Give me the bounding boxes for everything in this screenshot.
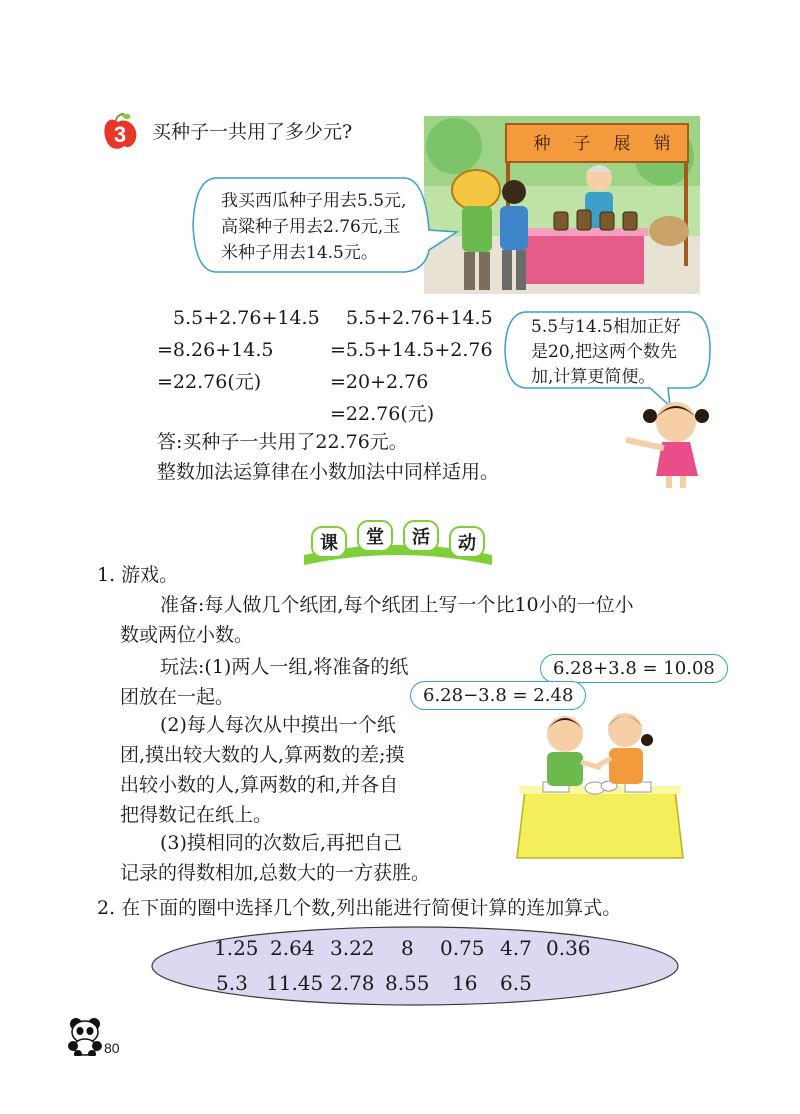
number-item: 11.45 (266, 971, 324, 995)
banner-char-1: 课 (320, 533, 338, 554)
play-line-4: 团,摸出较大数的人,算两数的差;摸 (120, 744, 405, 766)
activity2-title: 2. 在下面的圈中选择几个数,列出能进行简便计算的连加算式。 (97, 897, 622, 919)
boy-speech-line-3: 米种子用去14.5元。 (221, 243, 378, 263)
activity1-prep-line-2: 数或两位小数。 (120, 624, 254, 646)
number-item: 0.75 (440, 936, 485, 960)
play-line-3: (2)每人每次从中摸出一个纸 (160, 714, 396, 736)
method2-line-3: =20+2.76 (330, 371, 429, 393)
number-item: 8 (401, 936, 414, 960)
number-item: 0.36 (546, 936, 591, 960)
method1-line-3: =22.76(元) (157, 371, 262, 393)
banner-char-4: 动 (458, 533, 476, 554)
sign-char-1: 种 (533, 134, 551, 154)
number-item: 6.5 (500, 971, 532, 995)
play-line-2: 团放在一起。 (120, 686, 235, 708)
method2-line-2: =5.5+14.5+2.76 (330, 339, 493, 361)
play-line-8: 记录的得数相加,总数大的一方获胜。 (120, 862, 431, 884)
sign-char-4: 销 (653, 134, 671, 154)
rule-text: 整数加法运算律在小数加法中同样适用。 (157, 461, 500, 483)
page-number: 80 (104, 1040, 120, 1056)
pointing-girl-illustration (618, 390, 718, 490)
seed-stall-illustration (424, 116, 700, 294)
number-item: 5.3 (216, 971, 248, 995)
girl-speech-line-3: 加,计算更简便。 (531, 367, 656, 387)
method2-line-4: =22.76(元) (330, 403, 435, 425)
sign-char-2: 子 (573, 134, 591, 154)
play-line-1: 玩法:(1)两人一组,将准备的纸 (160, 656, 409, 678)
example-question: 买种子一共用了多少元? (152, 121, 353, 143)
boy-speech-text (221, 188, 451, 266)
method1-line-1: 5.5+2.76+14.5 (173, 307, 320, 329)
example-number: 3 (113, 122, 127, 147)
activity1-title: 1. 游戏。 (97, 564, 179, 586)
number-item: 16 (452, 971, 478, 995)
banner-char-3: 活 (412, 527, 430, 548)
answer-text: 答:买种子一共用了22.76元。 (157, 431, 408, 453)
number-item: 4.7 (500, 936, 532, 960)
sign-char-3: 展 (613, 134, 631, 154)
number-item: 8.55 (385, 971, 430, 995)
sum-equation-bubble: 6.28+3.8 = 10.08 (540, 654, 728, 683)
number-item: 2.64 (270, 936, 315, 960)
method2-line-1: 5.5+2.76+14.5 (346, 307, 493, 329)
method1-line-2: =8.26+14.5 (157, 339, 274, 361)
girl-speech-line-2: 是20,把这两个数先 (531, 342, 678, 362)
play-line-5: 出较小数的人,算两数的和,并各自 (120, 774, 399, 796)
activity-banner (298, 515, 498, 571)
boy-speech-line-2: 高粱种子用去2.76元,玉 (221, 217, 401, 237)
banner-char-2: 堂 (366, 527, 384, 548)
number-item: 2.78 (330, 971, 375, 995)
boy-speech-line-1: 我买西瓜种子用去5.5元, (221, 191, 407, 211)
kids-playing-illustration (505, 690, 690, 860)
activity1-prep-line-1: 准备:每人做几个纸团,每个纸团上写一个比10小的一位小 (160, 594, 634, 616)
play-line-7: (3)摸相同的次数后,再把自己 (160, 832, 402, 854)
panda-icon (64, 1016, 104, 1056)
number-item: 3.22 (330, 936, 375, 960)
play-line-6: 把得数记在纸上。 (120, 804, 273, 826)
apple-number-badge-icon (100, 112, 140, 152)
number-item: 1.25 (214, 936, 259, 960)
girl-speech-line-1: 5.5与14.5相加正好 (531, 317, 681, 337)
girl-speech-text (531, 315, 711, 390)
difference-equation-bubble: 6.28−3.8 = 2.48 (410, 681, 586, 710)
